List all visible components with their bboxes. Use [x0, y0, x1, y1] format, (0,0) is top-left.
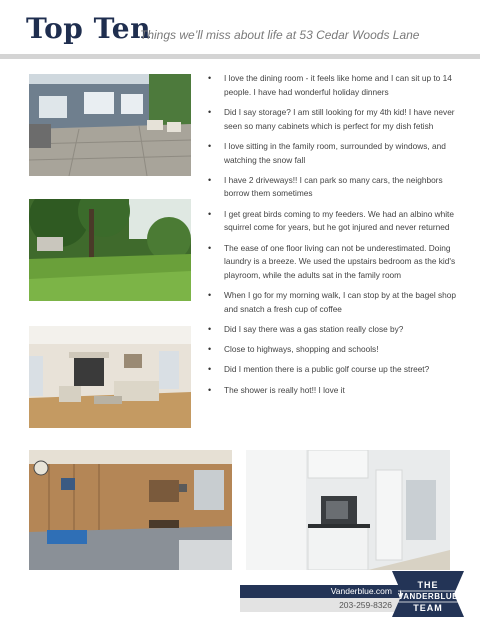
list-item-text: I love sitting in the family room, surrounded by windows, and watching the snow fall: [224, 140, 446, 165]
bullet-icon: •: [208, 106, 212, 117]
kitchen-photo: [246, 450, 450, 570]
bullet-icon: •: [208, 208, 212, 219]
list-item: [206, 289, 456, 316]
top-ten-list: [206, 72, 456, 404]
list-item: [206, 384, 456, 398]
list-item-text: The shower is really hot!! I love it: [224, 384, 345, 395]
bullet-icon: •: [208, 384, 212, 395]
list-item-text: I get great birds coming to my feeders. We had an albino white squirrel come for years, but he got injured and never returned: [224, 208, 454, 233]
list-item-text: I have 2 driveways!! I can park so many cars, the neighbors borrow them sometimes: [224, 174, 443, 199]
logo-line-vanderblue: VANDERBLUE: [398, 592, 458, 601]
list-item-text: When I go for my morning walk, I can stop by at the bagel shop and snatch a fresh cup of coffee: [224, 290, 456, 314]
bullet-icon: •: [208, 140, 212, 151]
footer-website[interactable]: Vanderblue.com: [240, 585, 400, 598]
list-item: [206, 72, 456, 99]
list-item-text: Close to highways, shopping and schools!: [224, 344, 379, 355]
list-item: [206, 242, 456, 283]
bullet-icon: •: [208, 364, 212, 375]
yard-photo: [29, 199, 191, 301]
page-subtitle: Things we’ll miss about life at 53 Cedar Woods Lane: [140, 28, 420, 42]
bullet-icon: •: [208, 242, 212, 253]
bullet-icon: •: [208, 174, 212, 185]
list-item: [206, 363, 456, 377]
family-room-photo: [29, 450, 232, 570]
list-item: [206, 174, 456, 201]
list-item: [206, 208, 456, 235]
list-item-text: I love the dining room - it feels like home and I can sit up to 14 people. I have had wonderful holiday dinners: [224, 73, 452, 97]
logo-line-team: TEAM: [413, 603, 443, 613]
header-divider: [0, 54, 480, 59]
list-item-text: The ease of one floor living can not be underestimated. Doing laundry is a breeze. We used the upstairs bedroom as the kid's playroom, while the adults sat in the family room: [224, 242, 456, 280]
list-item: [206, 323, 456, 337]
list-item-text: Did I say storage? I am still looking for my 4th kid! I have never seen so many cabinets which is perfect for my dish fetish: [224, 106, 455, 131]
list-item: [206, 106, 456, 133]
list-item-text: Did I mention there is a public golf course up the street?: [224, 364, 430, 375]
page-title: Top Ten: [26, 12, 151, 45]
logo-line-the: THE: [417, 580, 439, 590]
page-header: [0, 0, 480, 56]
list-item-text: Did I say there was a gas station really close by?: [224, 324, 404, 335]
living-room-photo: [29, 326, 191, 428]
list-item: [206, 343, 456, 357]
bullet-icon: •: [208, 290, 212, 301]
patio-photo: [29, 74, 191, 176]
list-item: [206, 140, 456, 167]
bullet-icon: •: [208, 324, 212, 335]
bullet-icon: •: [208, 73, 212, 83]
bullet-icon: •: [208, 344, 212, 355]
footer-phone: 203-259-8326: [240, 598, 400, 612]
